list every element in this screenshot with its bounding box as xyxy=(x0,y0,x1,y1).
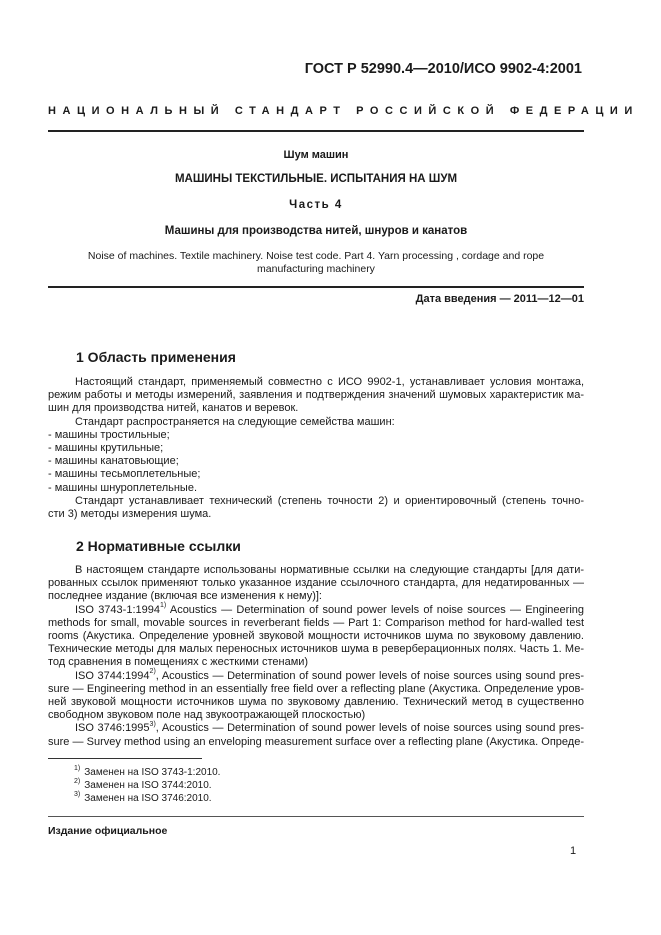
section-1-heading: 1 Область применения xyxy=(76,349,236,365)
footnote xyxy=(74,766,220,779)
list-item: - машины крутильные; xyxy=(48,442,164,455)
main-title: МАШИНЫ ТЕКСТИЛЬНЫЕ. ИСПЫТАНИЯ НА ШУМ xyxy=(174,173,458,185)
reference-code: ISO 3743-1:1994 xyxy=(75,603,160,616)
part-title: Часть 4 xyxy=(289,199,343,211)
reference-code: ISO 3746:1995 xyxy=(75,722,150,735)
introduction-date: Дата введения — 2011—12—01 xyxy=(415,293,584,305)
section-2-body xyxy=(48,564,584,749)
text-line: rooms (Акустика. Определение уровней звуковой мощности источников шума по звуковому давлению. xyxy=(48,630,584,643)
text-line: тод сравнения в помещениях с жесткими стенами) xyxy=(48,656,309,669)
text-line: Стандарт устанавливает технический (степень точности 2) и ориентировочный (степень точно- xyxy=(75,494,584,507)
footnote-divider xyxy=(48,758,202,759)
text-line: рованных ссылок применяют только указанное издание ссылочного стандарта, для недатированных — xyxy=(48,577,584,590)
text-line: В настоящем стандарте использованы нормативные ссылки на следующие стандарты [для дати- xyxy=(75,564,584,576)
section-1-body xyxy=(48,376,584,521)
text-line: ней звуковой мощности источников шума по звуковому давлению. Технический метод в существенно xyxy=(48,696,584,709)
text-line: шин для производства нитей, канатов и веревок. xyxy=(48,402,299,415)
footnote-mark: 3) xyxy=(149,720,156,728)
national-standard-banner: НАЦИОНАЛЬНЫЙ СТАНДАРТ РОССИЙСКОЙ ФЕДЕРАЦИИ xyxy=(48,105,639,117)
document-code: ГОСТ Р 52990.4—2010/ИСО 9902-4:2001 xyxy=(304,61,582,77)
reference-line xyxy=(48,667,584,683)
text-line: режим работы и методы измерений, заявления и подтверждения значений шумовых характеристик ма- xyxy=(48,389,584,402)
reference-text: , Acoustics — Determination of sound power levels of noise sources using sound pres- xyxy=(155,722,584,735)
list-item: - машины тростильные; xyxy=(48,428,170,441)
text-line: свободном звуковом поле над звукоотражающей плоскостью) xyxy=(48,709,366,722)
text-line: Стандарт распространяется на следующие семейства машин: xyxy=(75,415,395,428)
footnote xyxy=(74,792,212,805)
footer-divider xyxy=(48,816,584,817)
list-item: - машины тесьмоплетельные; xyxy=(48,468,201,481)
official-edition-label: Издание официальное xyxy=(48,825,168,837)
footnote-text: Заменен на ISO 3746:2010. xyxy=(84,793,212,804)
reference-text: Acoustics — Determination of sound power levels of noise sources — Engineering xyxy=(166,603,584,616)
reference-text: , Acoustics — Determination of sound power levels of noise sources using sound pres- xyxy=(155,669,584,682)
text-line: последнее издание (включая все изменения к нему)]: xyxy=(48,590,322,603)
reference-code: ISO 3744:1994 xyxy=(75,669,150,682)
footnote-mark: 1) xyxy=(159,601,167,609)
title-divider xyxy=(48,286,584,288)
text-line: sure — Survey method using an enveloping measurement surface over a reflecting plane (Акустика. Опреде- xyxy=(48,735,584,748)
reference-line xyxy=(48,722,584,735)
footnote-text: Заменен на ISO 3743-1:2010. xyxy=(84,767,221,778)
footnote xyxy=(74,779,212,792)
text-line: sure — Engineering method in an essentially free field over a reflecting plane (Акустика. Определение уров- xyxy=(48,682,584,695)
footnote-mark: 2) xyxy=(149,667,156,675)
sub-title: Машины для производства нитей, шнуров и канатов xyxy=(164,225,468,237)
section-2-heading: 2 Нормативные ссылки xyxy=(76,538,241,554)
reference-line xyxy=(48,601,584,617)
text-line: Настоящий стандарт, применяемый совместно с ИСО 9902-1, устанавливает условия монтажа, xyxy=(75,376,584,388)
footnote-mark: 3) xyxy=(74,790,81,798)
english-title: Noise of machines. Textile machinery. Noise test code. Part 4. Yarn processing , cordage and rope manufacturing machinery xyxy=(87,250,545,275)
page-number: 1 xyxy=(570,845,577,857)
series-title: Шум машин xyxy=(283,149,349,161)
text-line: methods for small, movable sources in reverberant fields — Part 1: Comparison method for hard-walled test xyxy=(48,616,584,629)
text-line: Технические методы для малых переносных источников шума в реверберационных полях. Часть 1. Ме- xyxy=(48,643,584,656)
list-item: - машины шнуроплетельные. xyxy=(48,481,198,494)
footnote-mark: 1) xyxy=(74,764,81,772)
list-item: - машины канатовьющие; xyxy=(48,455,179,468)
footnote-text: Заменен на ISO 3744:2010. xyxy=(84,780,212,791)
text-line: сти 3) методы измерения шума. xyxy=(48,508,212,521)
top-divider xyxy=(48,130,584,132)
footnote-mark: 2) xyxy=(74,777,81,785)
